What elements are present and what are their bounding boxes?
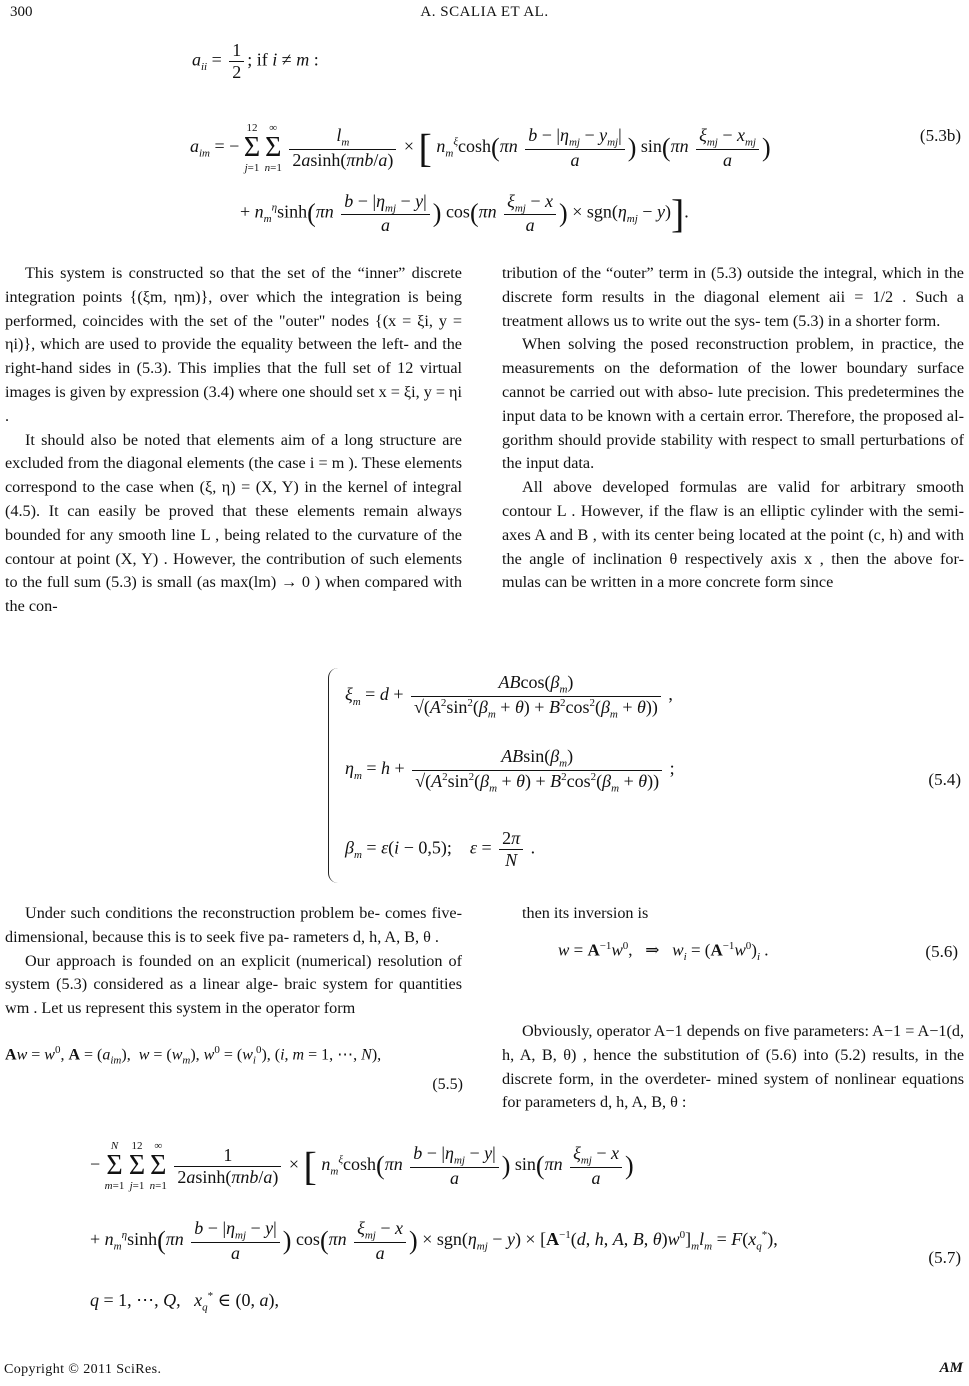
equation-5-5: $Aw = w^0$, $A = (a_{im})$, $w = (w_m)$, $w^0 = (w_i^0)$, (i, m = 1, ⋯, N), (5.5): [5, 1044, 463, 1093]
paragraph: Under such conditions the reconstruction problem be- comes five-dimensional, because this is to seek five pa- rameters d, h, A, B, θ .: [5, 904, 462, 946]
paragraph: It should also be noted that elements aim of a long structure are excluded from the diagonal elements (the case i = m ). These elements correspond to the case when (ξ, η) = (X, Y) in the kernel of integral (4.5). It can easily be proved that these elements remain always bounded for any smooth line L , being related to the curvature of the contour at point (X, Y) . However, the contribution of such elements to the full sum (5.3) is small (as max(lm) → 0 ) when compared with the con-: [5, 430, 462, 616]
equation-number: (5.7): [928, 1248, 961, 1267]
equation-5-3b: $a_{ii}$ = $\frac{1}{2}$ ; if i ≠ m : $a_{im}$ = − 12 Σ j=1 ∞ Σ n=1 $\frac{l_m}{\text{2asinh(πnb/a)}}$ × [ $n_m^\xi\cosh(\pi n$ $\frac{b - |\eta_{mj} - y_{mj}|}{a}$ ) sin(πn $\frac{\xi_{mj} - x_{mj}}{a}$ ) + $n_m^\eta\sinh(\pi n$ $\frac{b - |\eta_{mj} - y|}{a}$ ) cos(πn $\frac{\xi_{mj} - x}{a}$ ) × $sgn(\eta_{mj} - y)$]. (5.3b): [190, 40, 961, 236]
right-column-top: [502, 262, 964, 595]
right-column-bottom-a: [502, 902, 964, 926]
equation-5-7: − N Σ m=1 12 Σ j=1 ∞ Σ n=1 $\frac{1}{\text{2asinh(πnb/a)}}$ × [ $n_m^\xi\cosh(\pi n$ $\frac{b - |\eta_{mj} - y|}{a}$ ) sin(πn $\frac{\xi_{mj} - x}{a}$ ) + $n_m^\eta\sinh(\pi n$ $\frac{b - |\eta_{mj} - y|}{a}$ ) cos(πn $\frac{\xi_{mj} - x}{a}$ ) × $sgn(\eta_{mj} - y) \times [A^{-1}(d$, h, A, B, $\theta)w^0]_ml_m = F(x_q^*)$, q = 1, ⋯, Q, $x_q^*$ ∈ (0, a), (5.7): [90, 1140, 961, 1314]
paragraph: When solving the posed reconstruction problem, in practice, the measurements on the deformation of the lower boundary surface cannot be carried out with abso- lute precision. This predetermines the input data to be known with a certain error. Therefore, the proposed al- gorithm should provide stability with respect to small perturbations of the input data.: [502, 335, 964, 473]
copyright-notice: Copyright © 2011 SciRes.: [4, 1362, 162, 1377]
equation-number: (5.5): [432, 1076, 463, 1093]
paragraph: Our approach is founded on an explicit (numerical) resolution of system (5.3) considered as a linear alge- braic system for quantities wm . Let us represent this system in the operator form: [5, 951, 462, 1018]
paragraph: tribution of the “outer” term in (5.3) outside the integral, which in the discrete form results in the diagonal element aii = 1/2 . Such a treatment allows us to write out the sys- tem (5.3) in a shorter form.: [502, 264, 964, 330]
paragraph: Obviously, operator A−1 depends on five parameters: A−1 = A−1(d, h, A, B, θ) , hence the substitution of (5.6) into (5.2) results, in the discrete form, in the overdeter- mined system of nonlinear equations for parameters d, h, A, B, θ :: [502, 1022, 964, 1112]
journal-abbreviation: AM: [939, 1360, 963, 1376]
paragraph: This system is constructed so that the set of the “inner” discrete integration points {(ξm, ηm)}, over which the integration is being performed, coincides with the set of the "outer" nodes {(x = ξi, y = ηi)}, which are used to provide the equality between the left- and the right-hand sides in (5.3). This implies that the full set of 12 virtual images is given by expression (3.4) where one should set x = ξi, y = ηi .: [5, 264, 462, 425]
equation-5-6: $w = A^{-1}w^0$, ⇒ $w_i = (A^{-1}w^0)_i$ . (5.6): [558, 940, 958, 964]
paragraph: All above developed formulas are valid for arbitrary smooth contour L . However, if the flaw is an elliptic cylinder with the semi-axes A and B , with its center being located at the point (c, h) and with the angle of inclination θ respectively axis x , then the above for- mulas can be written in a more concrete form since: [502, 478, 964, 592]
equation-number: (5.3b): [919, 126, 961, 145]
left-column-bottom: [5, 902, 462, 1021]
equation-5-4: $\xi_m = d$ + $\frac{ABcos(\beta_m)}{√(A^2\sin^2(\beta_m + \theta) + B^2\cos^2(\beta_m + \theta))}$ , $\eta_m = h$ + $\frac{ABsin(\beta_m)}{√(A^2\sin^2(\beta_m + \theta) + B^2\cos^2(\beta_m + \theta))}$ ; $\beta_m = \varepsilon(i - 0,5)$; ε = $\frac{2\pi}{N}$ . (5.4): [345, 672, 961, 870]
left-column-top: [5, 262, 462, 619]
right-column-bottom-b: [502, 1020, 964, 1115]
paragraph: then its inversion is: [522, 904, 649, 922]
page-number: 300: [10, 4, 33, 20]
equation-number: (5.4): [928, 770, 961, 789]
equation-number: (5.6): [925, 942, 958, 961]
running-head: A. SCALIA ET AL.: [420, 4, 549, 20]
